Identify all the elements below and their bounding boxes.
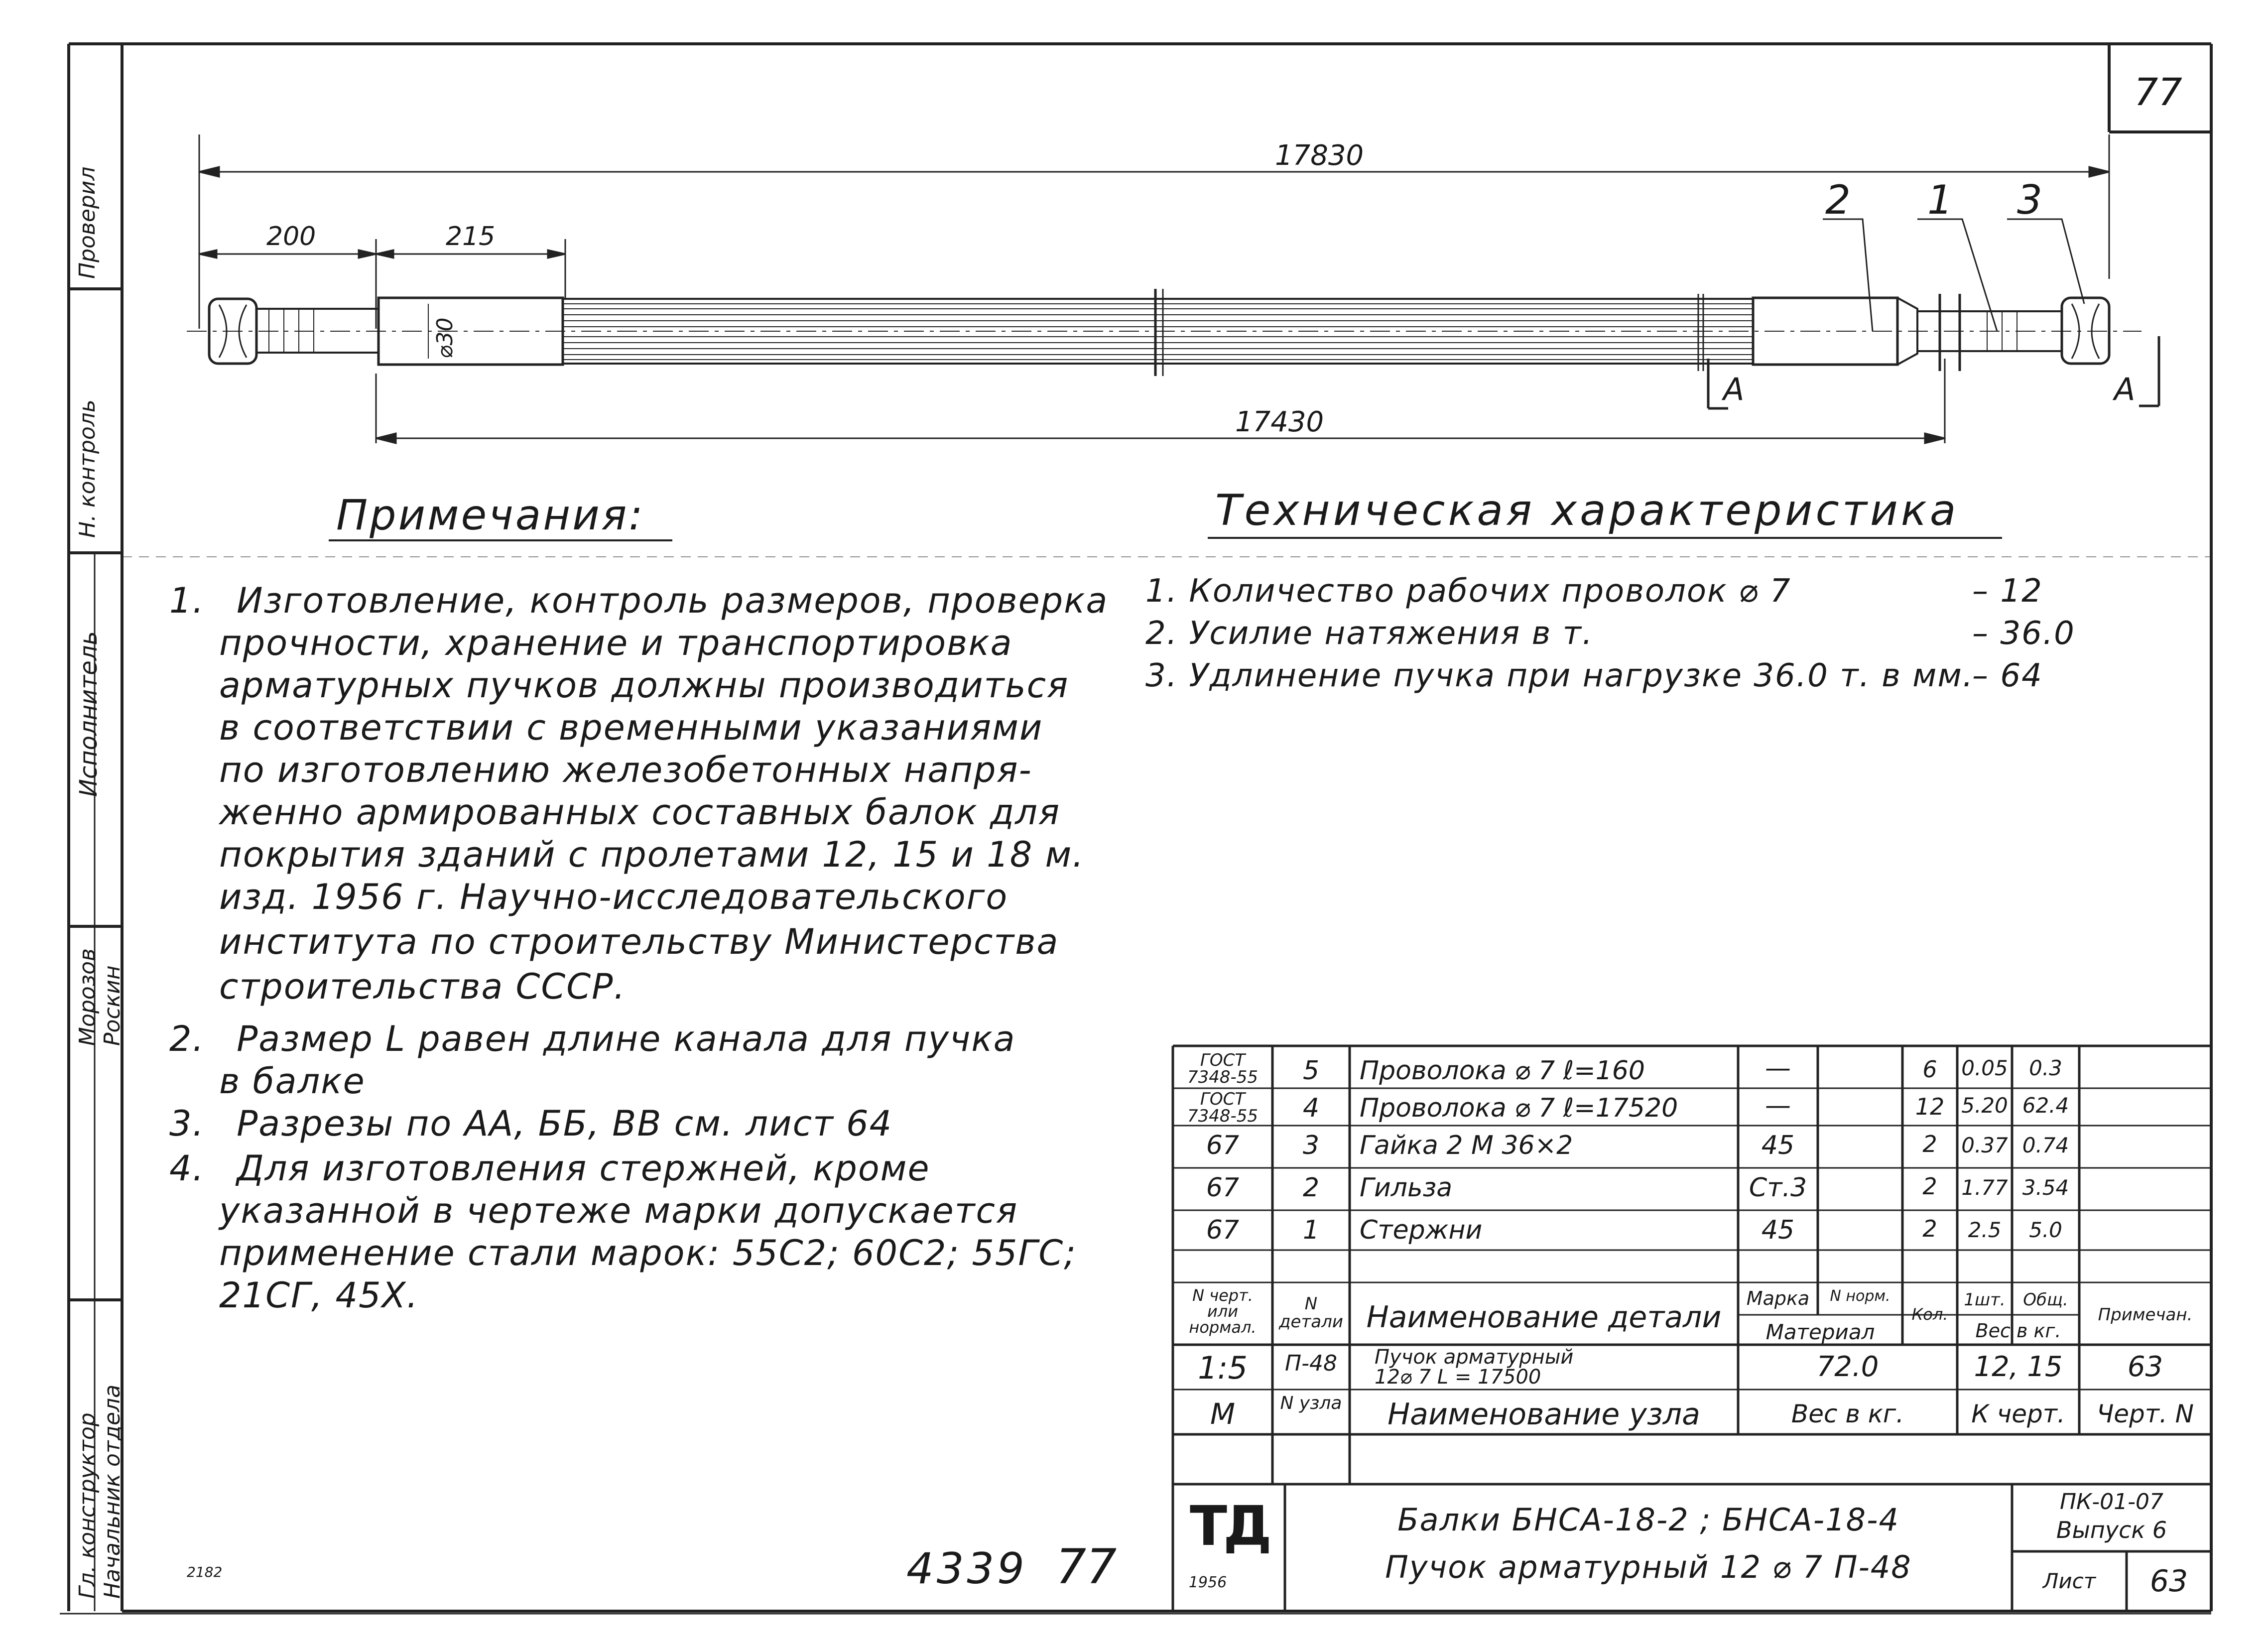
tech-item-1-value: – 12 [1972,573,2043,610]
section-mark-left: A [1723,371,1745,407]
position-2-label: 2 [1825,177,1851,223]
position-3-label: 3 [2017,177,2042,223]
note-line-3 [219,665,1069,706]
dim-total: 17830 [1275,139,1364,172]
spec-cell-pos: 4 [1302,1093,1320,1123]
spec-cell-doc: ГОСТ 7348-55 [1187,1050,1259,1087]
note-text: прочности, хранение и транспортировка [219,623,1013,663]
spec-header-pos: N детали [1279,1294,1343,1332]
tech-item-3-value: – 64 [1972,657,2043,694]
spec-cell-pos: 3 [1302,1131,1320,1160]
note-line-13 [169,1103,892,1144]
note-number: 4. [169,1148,205,1189]
spec-cell-unit: 5.20 [1961,1093,2008,1118]
note-text: арматурных пучков должны производиться [219,665,1069,706]
note-text: Разрезы по АА, ББ, ВВ см. лист 64 [237,1103,893,1144]
node-sheet: 63 [2127,1351,2163,1383]
note-line-17 [219,1275,419,1316]
spec-cell-unit: 2.5 [1968,1218,2002,1242]
notes-title: Примечания: [336,491,645,539]
spec-cell-total: 0.74 [2022,1133,2069,1157]
spec-cell-unit: 1.77 [1961,1175,2008,1200]
archive-page: 77 [1056,1539,1117,1595]
spec-cell-name: Гильза [1360,1173,1453,1203]
spec-header-material: Материал [1765,1320,1875,1344]
title-line-1: Балки БНСА-18-2 ; БНСА-18-4 [1397,1502,1899,1538]
side-stamp-name-1: Морозов [75,948,100,1046]
node-name: Пучок арматурный 12⌀ 7 L = 17500 [1375,1346,1574,1389]
spec-cell-name: Проволока ⌀ 7 ℓ=17520 [1360,1093,1678,1123]
node-drawing-ref: 12, 15 [1974,1351,2063,1383]
spec-cell-mark: — [1765,1053,1791,1083]
tech-item-2 [1145,615,1593,652]
note-line-2 [219,623,1013,663]
note-line-6 [219,792,1060,833]
spec-cell-unit: 0.05 [1961,1056,2008,1080]
note-line-15 [219,1190,1018,1231]
note-text: женно армированных составных балок для [219,792,1061,833]
spec-cell-doc: 67 [1206,1173,1240,1203]
spec-cell-doc: 67 [1206,1131,1240,1160]
side-stamp-role-2: Начальник отдела [100,1384,125,1599]
note-text: в соответствии с временными указаниями [219,707,1043,748]
note-text: изд. 1956 г. Научно-исследовательского [219,877,1008,917]
note-line-16 [219,1233,1077,1273]
spec-cell-qty: 2 [1922,1173,1937,1200]
archive-number: 4339 [906,1544,1027,1594]
title-logo: ТД [1189,1494,1268,1558]
note-number: 1. [169,580,205,621]
note-number: 3. [169,1103,205,1144]
note-line-10 [219,966,626,1007]
node-header-name: Наименование узла [1387,1397,1700,1432]
tech-item-1 [1145,573,1791,610]
spec-cell-doc: 67 [1206,1215,1240,1245]
note-line-7 [219,834,1085,875]
note-line-11 [169,1018,1016,1059]
spec-cell-mark: 45 [1761,1131,1795,1160]
spec-cell-qty: 2 [1922,1215,1937,1242]
side-stamp-name-2: Роскин [100,965,125,1046]
node-header-scale: М [1210,1397,1236,1431]
spec-cell-qty: 2 [1922,1131,1937,1157]
title-sheet-label: Лист [2042,1569,2096,1593]
side-stamp-role-1: Гл. конструктор [75,1412,100,1599]
note-text: Для изготовления стержней, кроме [237,1148,930,1189]
note-text: Изготовление, контроль размеров, проверка [237,580,1109,621]
dim-inner: 17430 [1235,406,1324,438]
tech-item-text: 1. Количество рабочих проволок ⌀ 7 [1145,573,1791,610]
spec-cell-mark: 45 [1761,1215,1795,1245]
node-header-weight: Вес в кг. [1791,1399,1904,1428]
note-line-14 [169,1148,930,1189]
title-line-2: Пучок арматурный 12 ⌀ 7 П-48 [1385,1549,1912,1585]
title-logo-year: 1956 [1188,1574,1227,1591]
dim-end-left: 200 [266,222,316,252]
dim-diameter: ⌀30 [432,317,458,359]
spec-cell-pos: 5 [1302,1056,1320,1086]
spec-header-mark: Марка [1746,1287,1810,1309]
spec-header-qty: Кол. [1911,1305,1948,1324]
spec-cell-name: Стержни [1360,1215,1483,1245]
title-sheet-number: 63 [2149,1564,2188,1599]
position-1-label: 1 [1927,177,1953,223]
note-text: института по строительству Министерства [219,921,1059,962]
spec-cell-unit: 0.37 [1961,1133,2008,1157]
side-stamp-role-3: Исполнитель [75,631,103,797]
side-stamp-role-4: Проверил [75,166,100,279]
spec-header-unit: 1шт. [1964,1290,2006,1310]
note-line-5 [219,750,1032,790]
node-weight: 72.0 [1816,1351,1879,1383]
title-series: ПК-01-07 [2059,1489,2164,1515]
note-line-4 [219,707,1043,748]
dim-sleeve-left: 215 [446,222,496,252]
spec-header-mark2: N норм. [1830,1287,1890,1305]
side-stamp-role-5: Н. контроль [75,399,100,538]
note-text: по изготовлению железобетонных напря- [219,750,1032,790]
note-text: покрытия зданий с пролетами 12, 15 и 18 м. [219,834,1085,875]
section-mark-right: A [2114,371,2136,407]
spec-cell-pos: 1 [1302,1215,1320,1245]
tech-title: Техническая характеристика [1215,486,1959,535]
title-issue: Выпуск 6 [2056,1517,2167,1543]
tech-item-text: 2. Усилие натяжения в т. [1145,615,1594,652]
spec-header-total: Общ. [2023,1290,2068,1310]
node-header-sheet: Черт. N [2096,1399,2194,1428]
note-text: указанной в чертеже марки допускается [219,1190,1018,1231]
spec-cell-qty: 12 [1915,1093,1945,1120]
spec-cell-pos: 2 [1302,1173,1320,1203]
note-line-9 [219,921,1059,962]
note-text: 21СГ, 45Х. [219,1275,419,1316]
tech-item-2-value: – 36.0 [1972,615,2075,652]
spec-cell-mark: — [1765,1091,1791,1121]
note-text: применение стали марок: 55С2; 60С2; 55ГС; [219,1233,1077,1273]
note-line-12 [219,1061,366,1102]
spec-cell-total: 62.4 [2022,1093,2069,1118]
note-number: 2. [169,1018,205,1059]
note-text: строительства СССР. [219,966,626,1007]
spec-header-weight: Вес в кг. [1975,1320,2061,1342]
spec-cell-mark: Ст.3 [1749,1173,1807,1203]
note-line-8 [219,877,1008,917]
spec-cell-name: Проволока ⌀ 7 ℓ=160 [1360,1056,1645,1086]
note-text: в балке [219,1061,366,1102]
spec-header-doc: N черт. или нормал. [1189,1286,1257,1337]
sheet-corner-number: 77 [2134,70,2182,114]
tech-item-3 [1145,657,1974,694]
node-code: П-48 [1285,1351,1337,1376]
spec-cell-total: 0.3 [2029,1056,2062,1080]
tech-item-text: 3. Удлинение пучка при нагрузке 36.0 т. в мм. [1145,657,1974,694]
footer-small-number: 2182 [187,1564,223,1580]
node-scale: 1:5 [1198,1350,1248,1386]
note-text: Размер L равен длине канала для пучка [237,1018,1016,1059]
spec-cell-qty: 6 [1922,1056,1937,1083]
node-header-drawing-ref: К черт. [1971,1399,2065,1428]
note-line-1 [169,580,1108,621]
spec-cell-total: 5.0 [2029,1218,2062,1242]
spec-cell-total: 3.54 [2022,1175,2069,1200]
spec-header-name: Наименование детали [1366,1300,1722,1335]
node-header-code: N узла [1280,1393,1342,1413]
spec-cell-name: Гайка 2 М 36×2 [1360,1131,1573,1160]
spec-header-note: Примечан. [2098,1305,2193,1325]
spec-cell-doc: ГОСТ 7348-55 [1187,1089,1259,1126]
